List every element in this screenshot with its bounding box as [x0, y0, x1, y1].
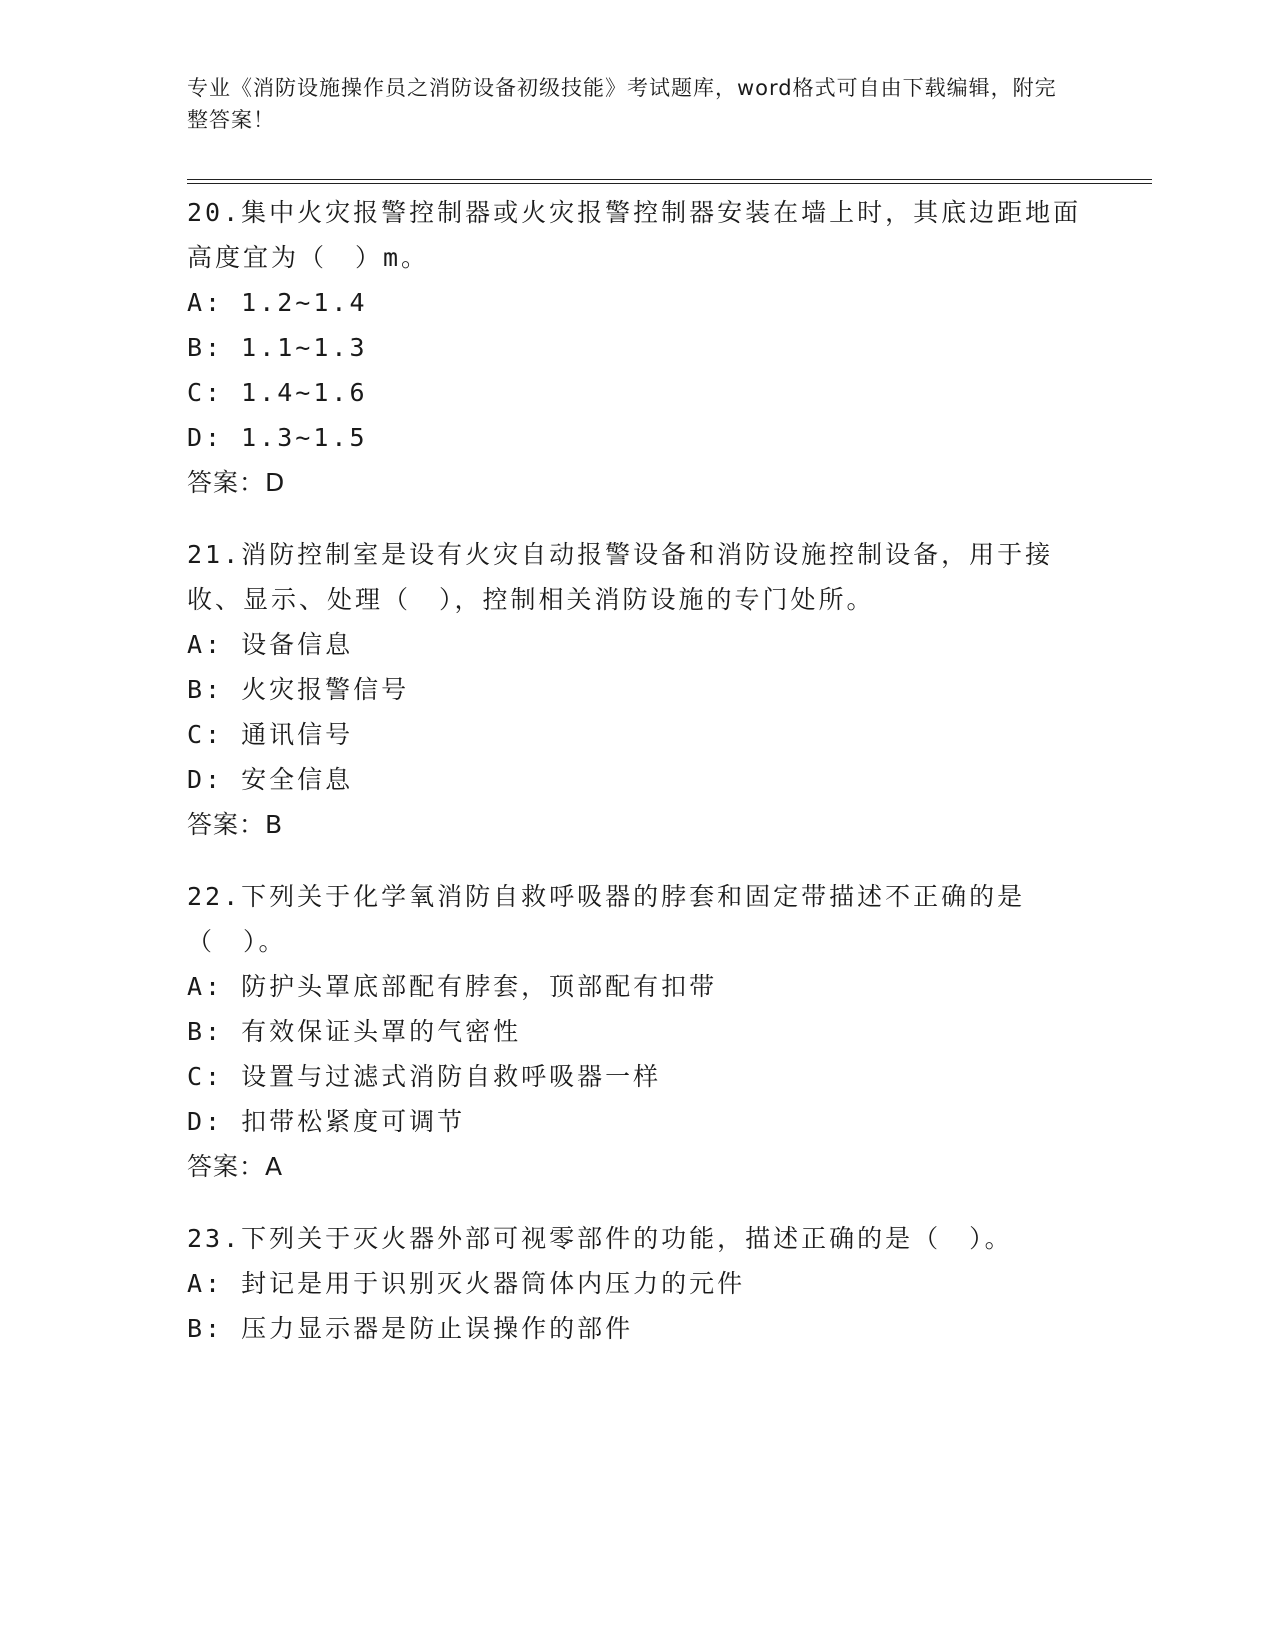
option-b: B: 火灾报警信号: [187, 675, 410, 704]
option-c: C: 1.4~1.6: [187, 378, 368, 407]
answer-line: 答案：D: [187, 468, 286, 497]
option-b: B: 压力显示器是防止误操作的部件: [187, 1314, 634, 1343]
answer-line: 答案：A: [187, 1152, 284, 1181]
question-stem: 23.下列关于灭火器外部可视零部件的功能，描述正确的是（ ）。: [187, 1224, 1013, 1253]
header-divider-top: [187, 179, 1152, 180]
option-a: A: 1.2~1.4: [187, 288, 368, 317]
question-stem: 21.消防控制室是设有火灾自动报警设备和消防设施控制设备，用于接收、显示、处理（ ），控制相关消防设施的专门处所。: [187, 540, 1054, 614]
question-22: [187, 874, 1087, 1189]
option-d: D: 安全信息: [187, 765, 354, 794]
header-note: 专业《消防设施操作员之消防设备初级技能》考试题库，word格式可自由下载编辑，附完整答案！: [187, 76, 1057, 132]
option-b: B: 有效保证头罩的气密性: [187, 1017, 522, 1046]
question-21: [187, 532, 1087, 847]
option-c: C: 设置与过滤式消防自救呼吸器一样: [187, 1062, 662, 1091]
header-divider-bottom: [187, 183, 1152, 184]
question-stem: 20.集中火灾报警控制器或火灾报警控制器安装在墙上时，其底边距地面高度宜为（ ）m。: [187, 198, 1082, 272]
option-c: C: 通讯信号: [187, 720, 354, 749]
option-a: A: 防护头罩底部配有脖套，顶部配有扣带: [187, 972, 718, 1001]
question-list: [187, 190, 1087, 1378]
question-23: [187, 1216, 1087, 1351]
option-a: A: 封记是用于识别灭火器筒体内压力的元件: [187, 1269, 746, 1298]
question-stem: 22.下列关于化学氧消防自救呼吸器的脖套和固定带描述不正确的是（ ）。: [187, 882, 1026, 956]
answer-line: 答案：B: [187, 810, 284, 839]
option-d: D: 扣带松紧度可调节: [187, 1107, 466, 1136]
option-a: A: 设备信息: [187, 630, 354, 659]
option-d: D: 1.3~1.5: [187, 423, 368, 452]
option-b: B: 1.1~1.3: [187, 333, 368, 362]
question-20: [187, 190, 1087, 505]
